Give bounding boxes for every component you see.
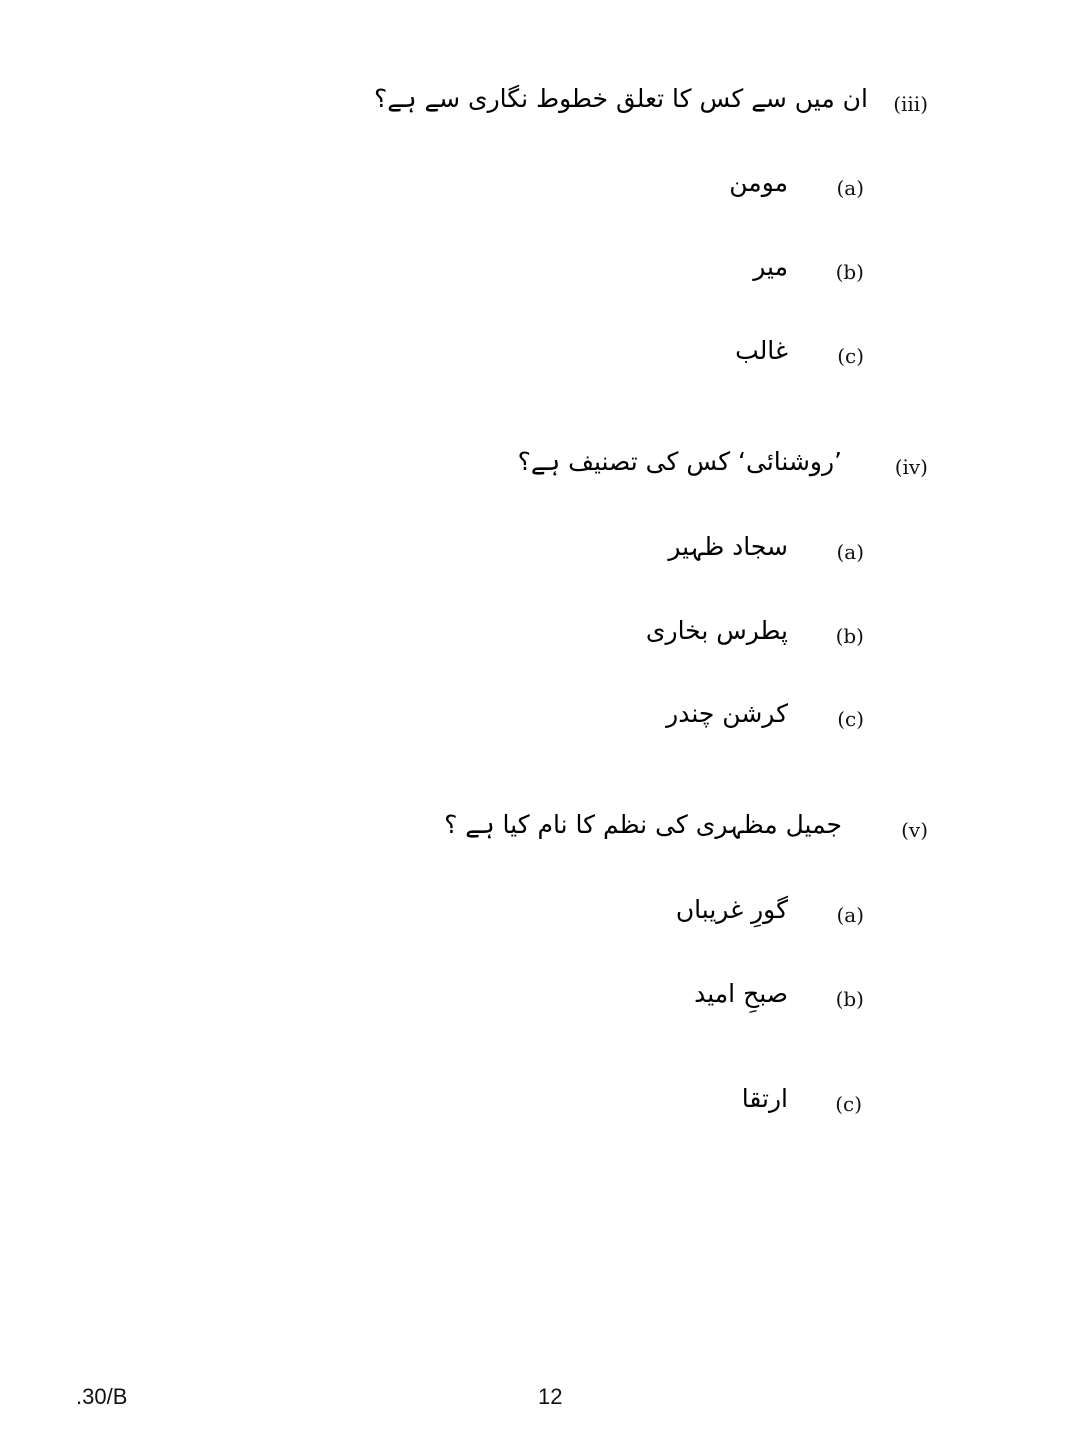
option-text: میر	[753, 252, 788, 281]
option-letter: (a)	[836, 903, 864, 927]
question-text: ان میں سے کس کا تعلق خطوط نگاری سے ہے؟	[373, 84, 868, 113]
option-letter: (c)	[835, 1092, 862, 1116]
option-letter: (c)	[837, 707, 864, 731]
option-text: ارتقا	[741, 1084, 788, 1113]
option-letter: (c)	[837, 344, 864, 368]
paper-code: .30/B	[76, 1384, 128, 1409]
option-letter: (a)	[836, 176, 864, 200]
question-number: (iv)	[894, 455, 928, 479]
question-text: ’روشنائی‘ کس کی تصنیف ہے؟	[517, 447, 842, 476]
option-text: کرشن چندر	[666, 699, 788, 728]
option-text: پطرس بخاری	[645, 616, 788, 645]
question-number: (iii)	[893, 92, 928, 116]
option-text: صبحِ امید	[694, 979, 788, 1008]
option-text: مومن	[729, 168, 788, 197]
option-letter: (b)	[835, 260, 864, 284]
question-number: (v)	[901, 818, 928, 842]
option-text: گورِ غریباں	[675, 895, 788, 924]
question-text: جمیل مظہری کی نظم کا نام کیا ہے ؟	[444, 810, 842, 839]
option-letter: (a)	[836, 540, 864, 564]
option-letter: (b)	[835, 624, 864, 648]
page-number: 12	[538, 1384, 563, 1409]
option-text: غالب	[735, 336, 788, 365]
option-letter: (b)	[835, 987, 864, 1011]
option-text: سجاد ظہیر	[668, 532, 788, 561]
